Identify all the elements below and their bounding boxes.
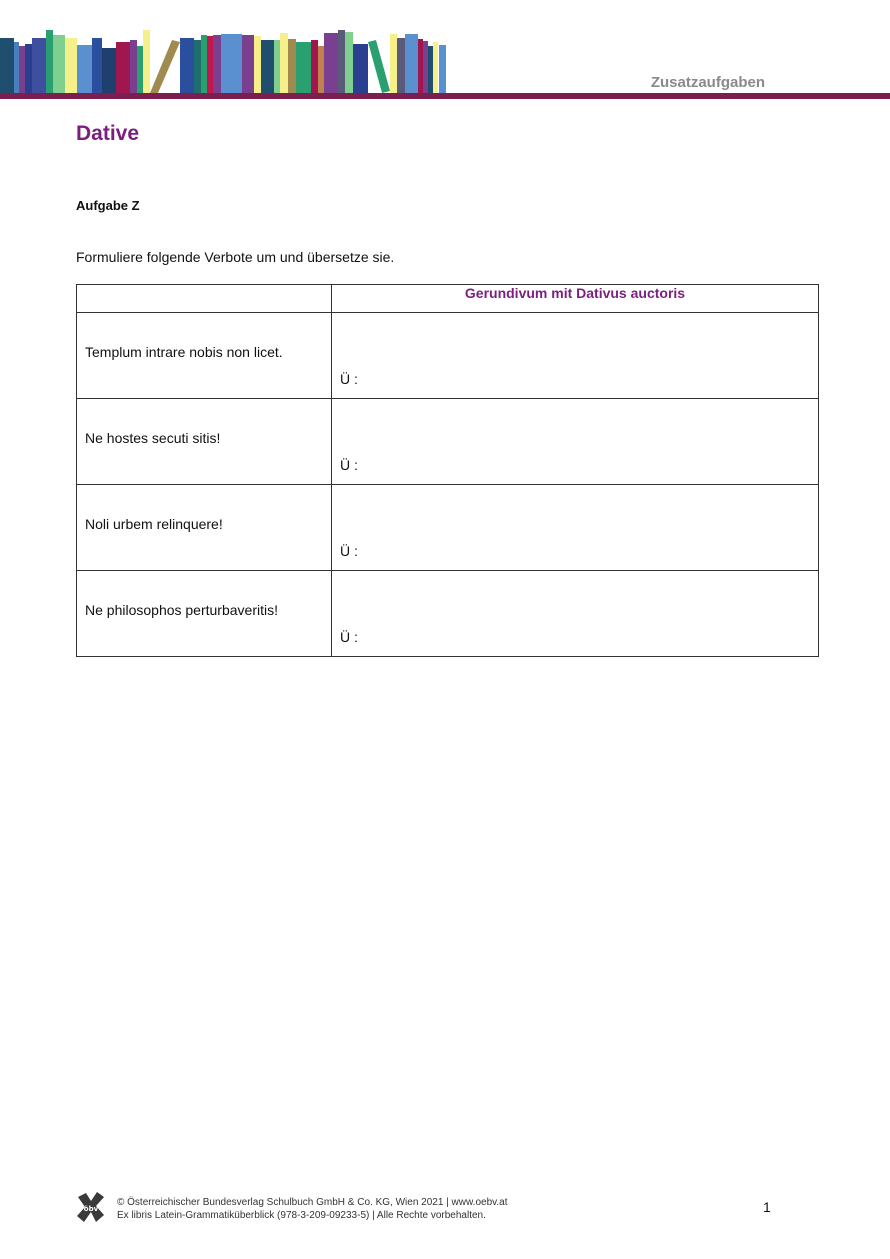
latin-cell bbox=[77, 399, 332, 485]
translation-prefix: Ü : bbox=[340, 543, 358, 559]
latin-cell bbox=[77, 571, 332, 657]
header-rule bbox=[0, 93, 890, 99]
bookshelf-illustration bbox=[0, 0, 450, 95]
latin-sentence: Templum intrare nobis non licet. bbox=[85, 344, 283, 360]
answer-cell[interactable] bbox=[332, 571, 819, 657]
header-label: Zusatzaufgaben bbox=[650, 74, 765, 91]
column-header: Gerundivum mit Dativus auctoris bbox=[332, 285, 819, 313]
translation-prefix: Ü : bbox=[340, 457, 358, 473]
latin-sentence: Ne hostes secuti sitis! bbox=[85, 430, 221, 446]
page-title: Dative bbox=[76, 122, 140, 145]
page-number: 1 bbox=[763, 1199, 771, 1215]
footer-line-2: Ex libris Latein-Grammatiküberblick (978-3-209-09233-5) | Alle Rechte vorbehalten. bbox=[117, 1210, 486, 1221]
task-instruction: Formuliere folgende Verbote um und übersetze sie. bbox=[76, 249, 395, 265]
latin-sentence: Noli urbem relinquere! bbox=[85, 516, 223, 532]
answer-cell[interactable] bbox=[332, 313, 819, 399]
answer-cell[interactable] bbox=[332, 485, 819, 571]
empty-header-cell bbox=[77, 285, 332, 313]
footer-line-1: © Österreichischer Bundesverlag Schulbuch GmbH & Co. KG, Wien 2021 | www.oebv.at bbox=[117, 1197, 508, 1208]
footer-copyright bbox=[117, 1196, 508, 1222]
table-row bbox=[77, 399, 819, 485]
translation-prefix: Ü : bbox=[340, 629, 358, 645]
exercise-table bbox=[76, 284, 819, 657]
task-label: Aufgabe Z bbox=[76, 198, 140, 213]
latin-sentence: Ne philosophos perturbaveritis! bbox=[85, 602, 278, 618]
publisher-logo-icon bbox=[76, 1191, 106, 1223]
translation-prefix: Ü : bbox=[340, 371, 358, 387]
answer-cell[interactable] bbox=[332, 399, 819, 485]
logo-text: öbv bbox=[83, 1205, 99, 1213]
latin-cell bbox=[77, 485, 332, 571]
table-row bbox=[77, 571, 819, 657]
table-row bbox=[77, 485, 819, 571]
table-header-row bbox=[77, 285, 819, 313]
latin-cell bbox=[77, 313, 332, 399]
page-header bbox=[0, 0, 890, 102]
table-row bbox=[77, 313, 819, 399]
